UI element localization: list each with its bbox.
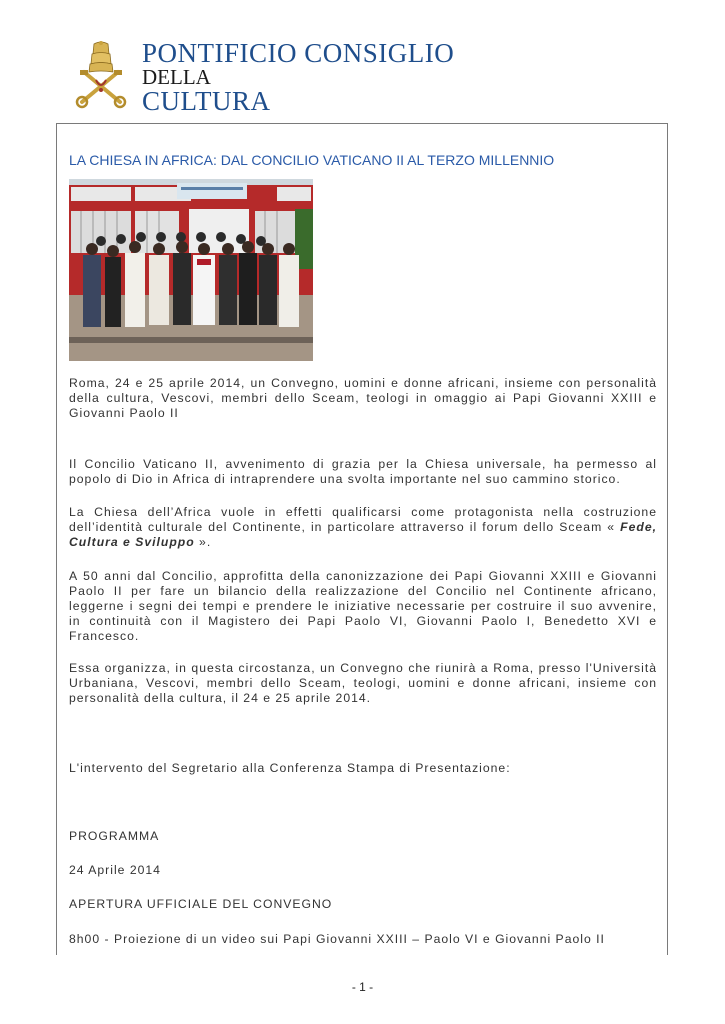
article-title: LA CHIESA IN AFRICA: DAL CONCILIO VATICANO II AL TERZO MILLENNIO — [69, 152, 555, 168]
paragraph-convegno: Essa organizza, in questa circostanza, un Convegno che riunirà a Roma, presso l'Università Urbaniana, Vescovi, membri dello Sceam, teologi, uomini e donne africani, insieme con personalità della cultura, il 24 e 25 aprile 2014. — [69, 661, 657, 705]
paragraph-intervento: L'intervento del Segretario alla Conferenza Stampa di Presentazione: — [69, 761, 511, 775]
papal-crest-icon — [72, 40, 130, 110]
intro-paragraph: Roma, 24 e 25 aprile 2014, un Convegno, uomini e donne africani, insieme con personalità della cultura, Vescovi, membri dello Sceam, teologi in omaggio ai Papi Giovanni XXIII e Giovanni Paolo II — [69, 376, 657, 420]
group-photo-image — [69, 179, 313, 361]
organization-name — [142, 40, 454, 114]
forum-name: Fede, Cultura e Sviluppo — [69, 520, 657, 549]
program-opening: APERTURA UFFICIALE DEL CONVEGNO — [69, 897, 333, 911]
paragraph-chiesa-africa-end: ». — [194, 535, 212, 549]
org-line-2: DELLA — [142, 65, 211, 89]
paragraph-chiesa-africa — [69, 505, 657, 550]
paragraph-chiesa-africa-text: La Chiesa dell’Africa vuole in effetti qualificarsi come protagonista nella costruzione dell’identità culturale del Continente, in particolare attraverso il forum dello Sceam « — [69, 505, 657, 534]
page-header — [72, 38, 492, 116]
paragraph-concilio: Il Concilio Vaticano II, avvenimento di grazia per la Chiesa universale, ha permesso al popolo di Dio in Africa di intraprendere una svolta importante nel suo cammino storico. — [69, 457, 657, 486]
org-line-3: CULTURA — [142, 86, 271, 116]
section-programma: PROGRAMMA — [69, 829, 160, 843]
page-number: - 1 - — [351, 980, 374, 994]
program-date: 24 Aprile 2014 — [69, 863, 161, 877]
paragraph-50-anni: A 50 anni dal Concilio, approfitta della canonizzazione dei Papi Giovanni XXIII e Giovanni Paolo II per fare un bilancio della realizzazione del Concilio nel Continente africano, leggerne i segni dei tempi e prendere le iniziative necessarie per costruire il suo avvenire, in continuità con il Magistero dei Papi Paolo VI, Giovanni Paolo I, Benedetto XVI e Francesco. — [69, 569, 657, 643]
article-frame — [56, 123, 668, 955]
org-line-1: PONTIFICIO CONSIGLIO — [142, 38, 455, 68]
group-photo — [69, 179, 313, 361]
program-item: 8h00 - Proiezione di un video sui Papi Giovanni XXIII – Paolo VI e Giovanni Paolo II — [69, 932, 605, 946]
